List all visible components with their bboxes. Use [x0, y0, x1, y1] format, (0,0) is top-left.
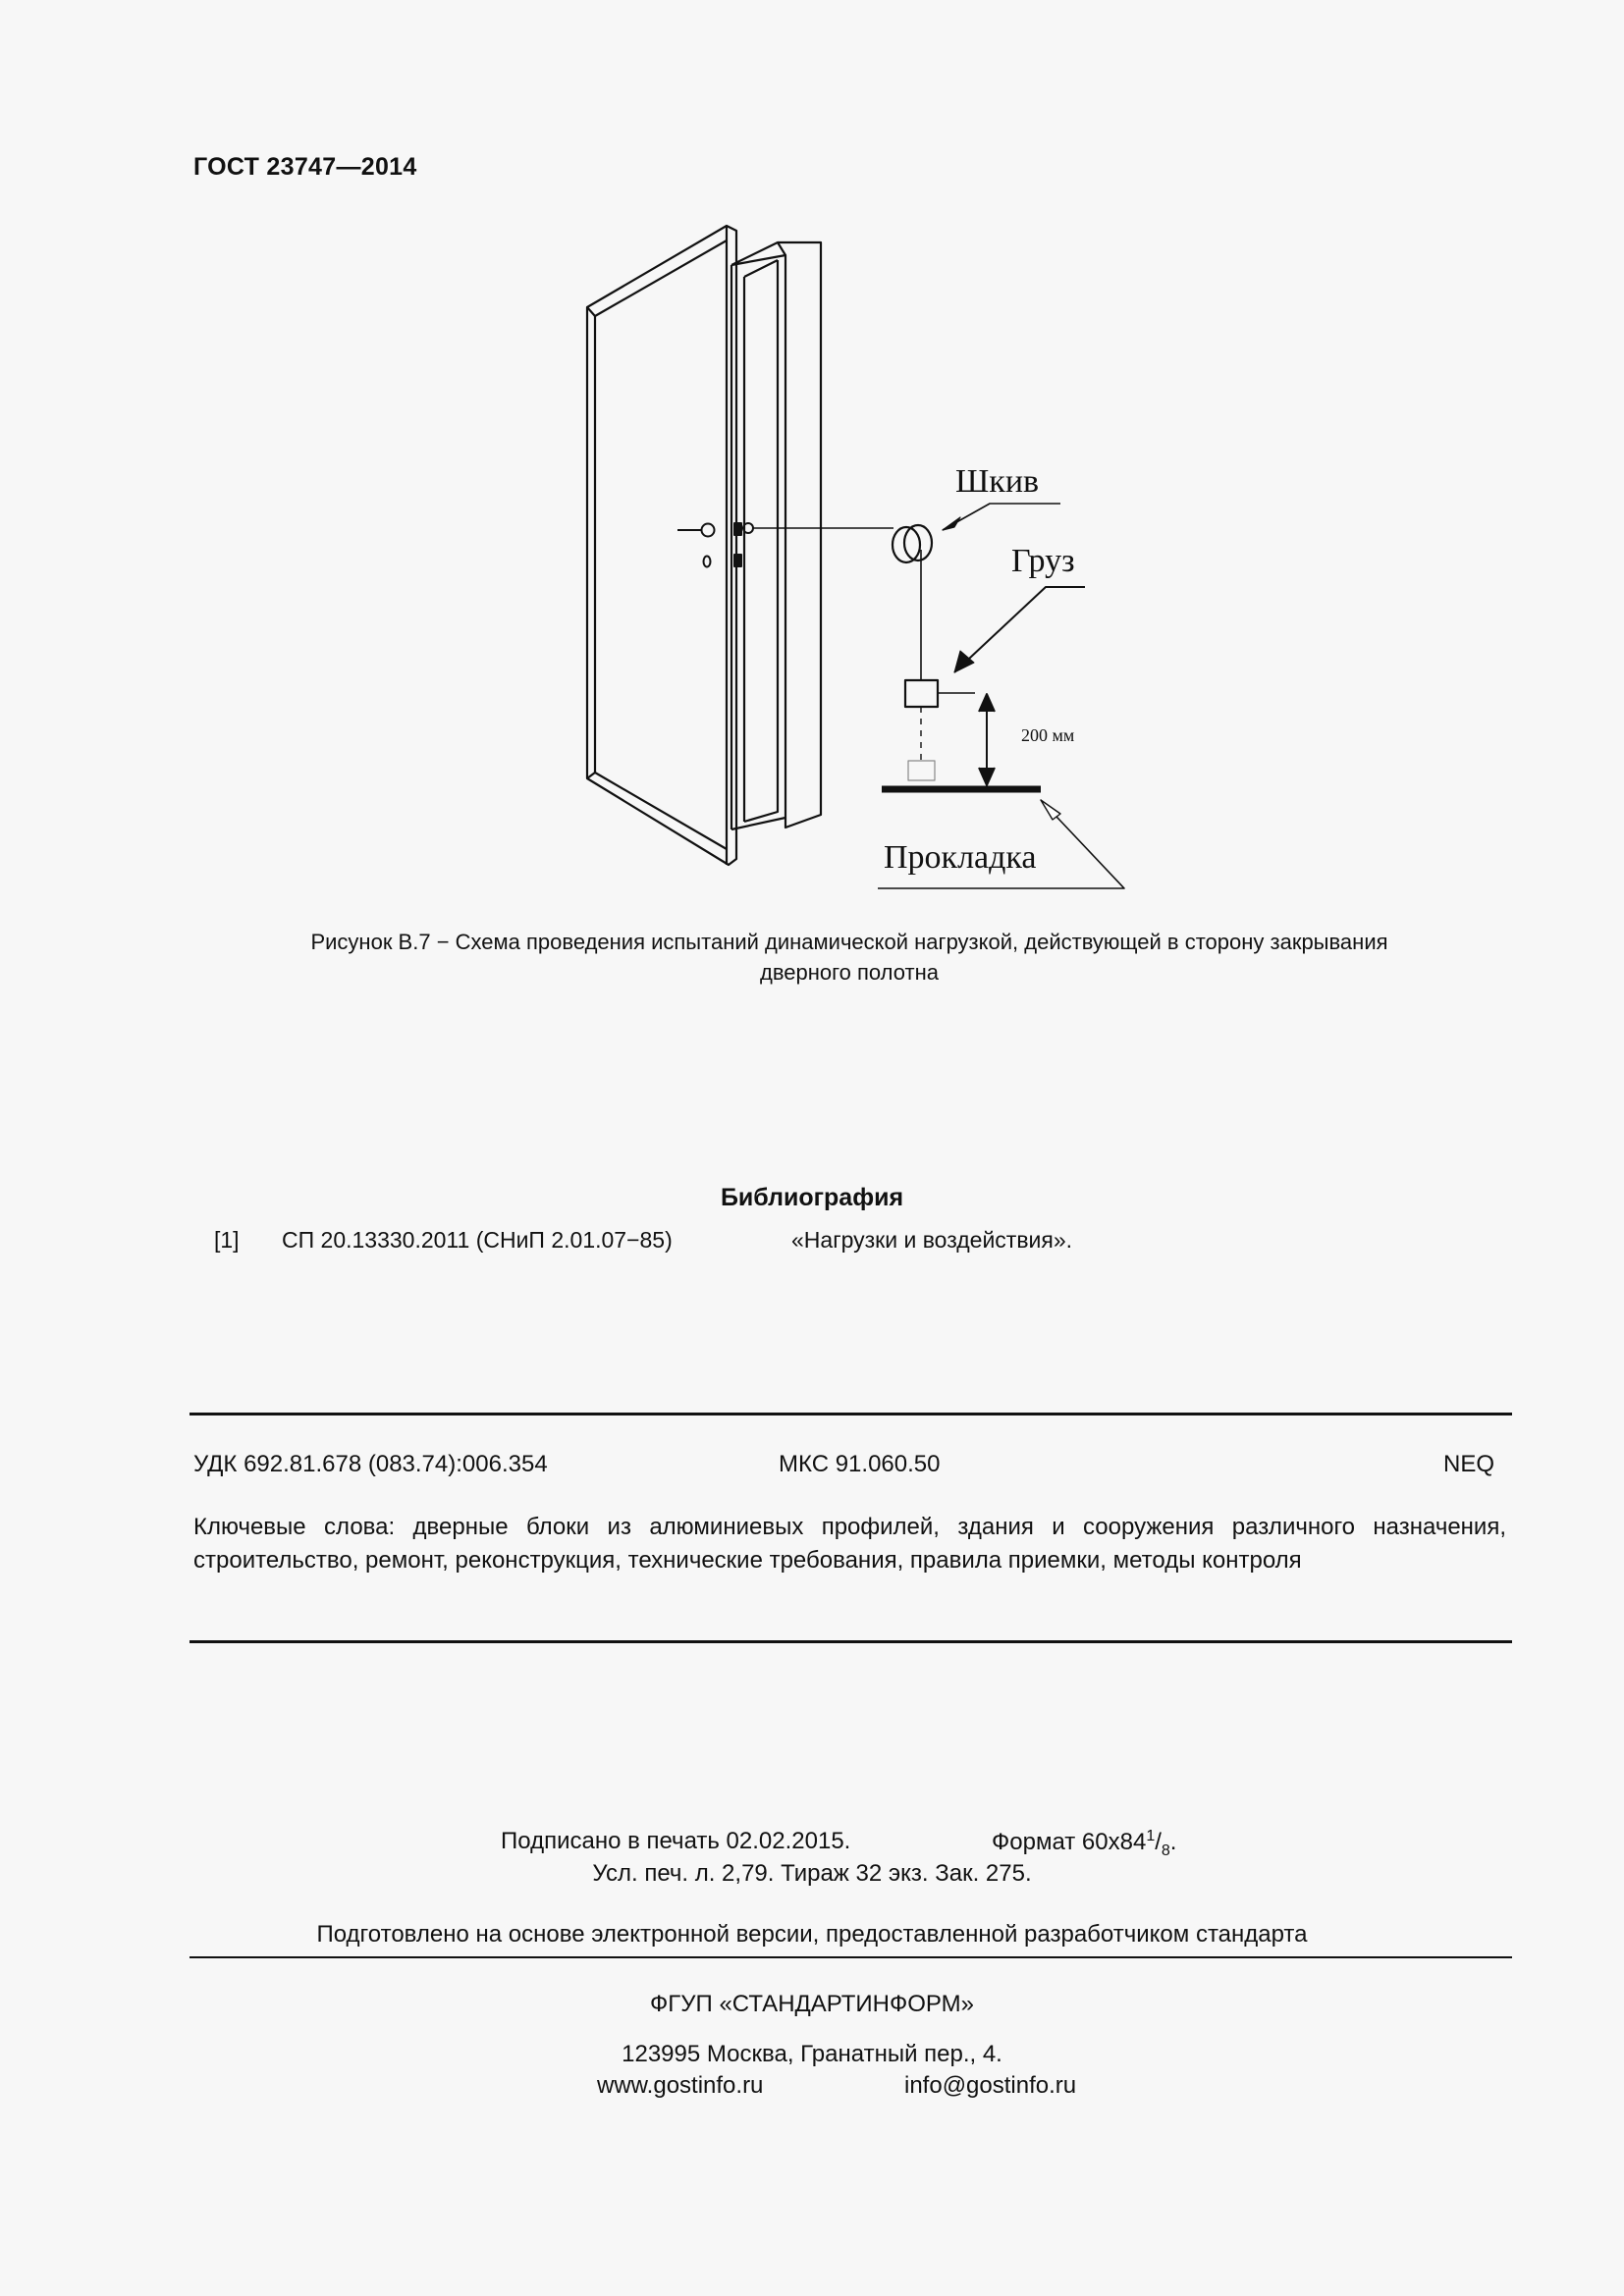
publisher-email[interactable]: info@gostinfo.ru	[904, 2072, 1077, 2099]
door-frame	[731, 242, 821, 829]
weight-label: Груз	[1011, 543, 1075, 579]
bibliography-entry-number: [1]	[214, 1227, 240, 1253]
bibliography-entry-code: СП 20.13330.2011 (СНиП 2.01.07−85)	[282, 1227, 673, 1253]
format-suffix: .	[1169, 1829, 1177, 1855]
format-numerator: 1	[1146, 1828, 1156, 1844]
divider-keywords	[189, 1640, 1512, 1643]
print-info: Усл. печ. л. 2,79. Тираж 32 экз. Зак. 275.	[592, 1860, 1032, 1887]
caption-line-2: дверного полотна	[760, 960, 939, 985]
figure-caption	[196, 927, 1502, 988]
bibliography-entry-title: «Нагрузки и воздействия».	[791, 1227, 1073, 1253]
pulley-label: Шкив	[955, 463, 1040, 500]
pulley	[893, 525, 932, 562]
door-test-diagram	[550, 211, 1159, 908]
height-label: 200 мм	[1021, 725, 1075, 745]
weight-ghost	[908, 761, 935, 780]
divider-imprint	[189, 1956, 1512, 1958]
weight-block	[905, 680, 938, 707]
bibliography-title: Библиография	[720, 1184, 904, 1211]
publisher-name: ФГУП «СТАНДАРТИНФОРМ»	[650, 1991, 974, 2017]
print-format: Формат $60x84^1/_8$.	[992, 1828, 1177, 1859]
caption-line-1: Рисунок В.7 − Схема проведения испытаний динамической нагрузкой, действующей в сторону закрывания	[310, 930, 1388, 954]
pad-label: Прокладка	[884, 839, 1037, 876]
publisher-website[interactable]: www.gostinfo.ru	[597, 2072, 764, 2099]
dimension-arrow	[979, 694, 995, 785]
signed-date: Подписано в печать 02.02.2015.	[501, 1828, 851, 1854]
keywords-paragraph: Ключевые слова: дверные блоки из алюминиевых профилей, здания и сооружения различного назначения, строительство, ремонт, реконструкция, технические требования, правила приемки, методы контроля	[193, 1514, 1506, 1574]
publisher-address: 123995 Москва, Гранатный пер., 4.	[622, 2041, 1002, 2067]
format-prefix: Формат 60x84	[992, 1829, 1147, 1855]
neq-mark: NEQ	[1443, 1451, 1495, 1477]
prepared-note: Подготовлено на основе электронной версии, предоставленной разработчиком стандарта	[316, 1921, 1308, 1948]
door-lock	[677, 523, 753, 567]
udk-code: УДК 692.81.678 (083.74):006.354	[193, 1451, 548, 1477]
mks-code: МКС 91.060.50	[779, 1451, 941, 1477]
format-denominator: 8	[1161, 1842, 1170, 1859]
document-header: ГОСТ 23747—2014	[193, 153, 417, 181]
door-leaf	[587, 226, 736, 865]
divider-top	[189, 1413, 1512, 1415]
